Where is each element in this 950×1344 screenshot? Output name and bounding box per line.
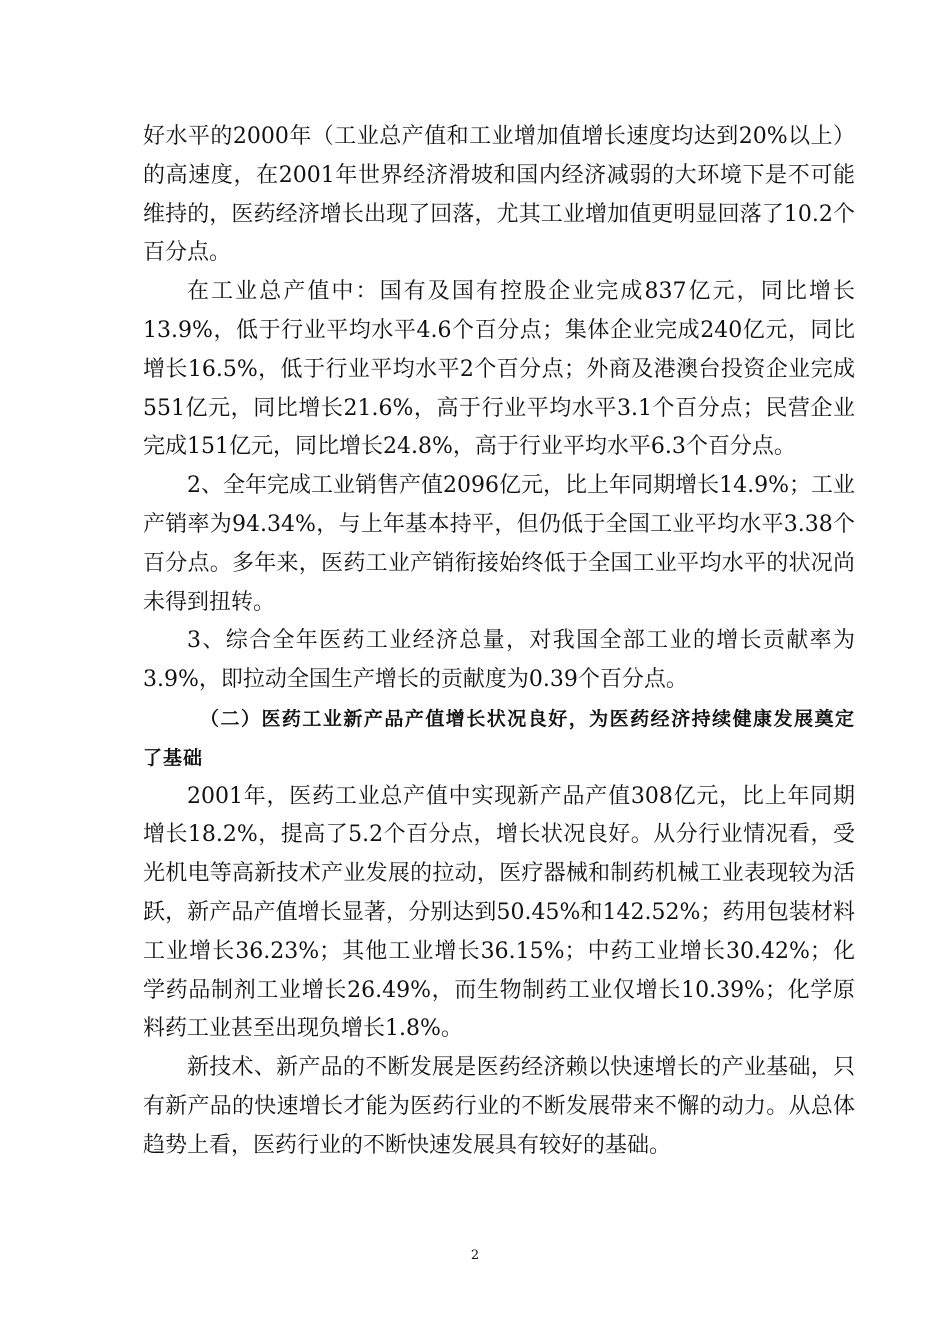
paragraph-new-products: 2001年，医药工业总产值中实现新产品产值308亿元，比上年同期增长18.2%，提高了5.2个百分点，增长状况良好。从分行业情况看，受光机电等高新技术产业发展的拉动，医疗器械和制药机械工业表现较为活跃，新产品产值增长显著，分别达到50.45%和142.52%；药用包装材料工业增长36.23%；其他工业增长36.15%；中药工业增长30.42%；化学药品制剂工业增长26.49%，而生物制药工业仅增长10.39%；化学原料药工业甚至出现负增长1.8%。 <box>143 783 855 1042</box>
paragraph-output-breakdown: 在工业总产值中：国有及国有控股企业完成837亿元，同比增长13.9%，低于行业平均水平4.6个百分点；集体企业完成240亿元，同比增长16.5%，低于行业平均水平2个百分点；外商及港澳台投资企业完成551亿元，同比增长21.6%，高于行业平均水平3.1个百分点；民营企业完成151亿元，同比增长24.8%，高于行业平均水平6.3个百分点。 <box>143 279 855 460</box>
paragraph-continued: 好水平的2000年（工业总产值和工业增加值增长速度均达到20%以上）的高速度，在2001年世界经济滑坡和国内经济减弱的大环境下是不可能维持的，医药经济增长出现了回落，尤其工业增加值更明显回落了10.2个百分点。 <box>143 124 855 266</box>
document-body <box>143 118 855 1166</box>
paragraph-contribution: 3、综合全年医药工业经济总量，对我国全部工业的增长贡献率为3.9%，即拉动全国生产增长的贡献度为0.39个百分点。 <box>143 628 855 693</box>
paragraph-conclusion: 新技术、新产品的不断发展是医药经济赖以快速增长的产业基础，只有新产品的快速增长才能为医药行业的不断发展带来不懈的动力。从总体趋势上看，医药行业的不断快速发展具有较好的基础。 <box>143 1055 855 1158</box>
page-number: 2 <box>470 1248 480 1263</box>
section-heading: （二）医药工业新产品产值增长状况良好，为医药经济持续健康发展奠定了基础 <box>143 707 855 769</box>
paragraph-sales-value: 2、全年完成工业销售产值2096亿元，比上年同期增长14.9%；工业产销率为94.34%，与上年基本持平，但仍低于全国工业平均水平3.38个百分点。多年来，医药工业产销衔接始终低于全国工业平均水平的状况尚未得到扭转。 <box>143 473 855 615</box>
